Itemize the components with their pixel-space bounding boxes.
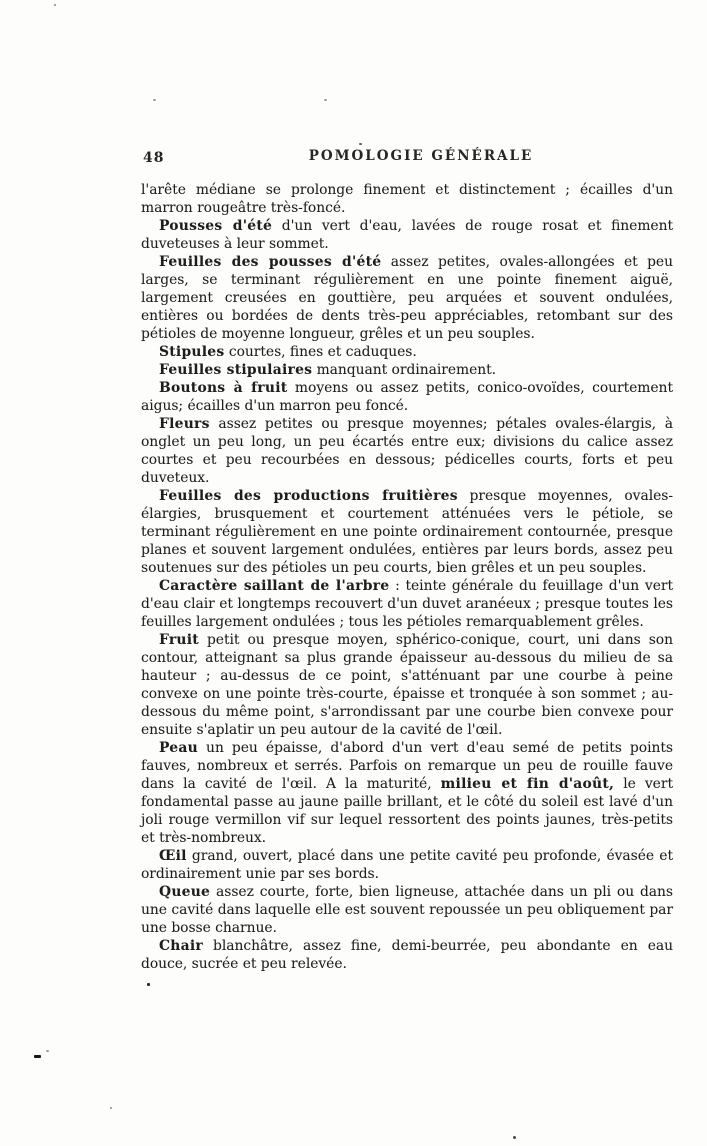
- running-title: POMOLOGIE GÉNÉRALE: [308, 148, 534, 164]
- paragraph-text: petit ou presque moyen, sphérico-conique, court, uni dans son contour, atteignant sa plus grande épaisseur au-dessous du milieu de sa hauteur ; au-dessus de ce point, s'atténuant par une courbe à peine convexe on une pointe très-courte, épaisse et tronquée à son sommet ; au-dessous du même point, s'arrondissant par une courbe bien convexe pour ensuite s'aplatir un peu autour de la cavité de l'œil.: [141, 632, 673, 738]
- paragraph-text: le vert fondamental passe au jaune paille brillant, et le côté du soleil est lavé d'un joli rouge vermillon vif sur lequel ressortent des points jaunes, très-petits et très-nombreux.: [141, 776, 673, 846]
- page-header: [141, 148, 673, 168]
- ink-speck: [147, 983, 150, 986]
- ink-speck: [153, 99, 156, 101]
- paragraph-heading: Boutons à fruit: [159, 380, 288, 396]
- paragraph-heading: Queue: [159, 884, 211, 900]
- paragraph-heading: Pousses d'été: [159, 218, 273, 234]
- paragraph-heading: Caractère saillant de l'arbre: [159, 578, 390, 594]
- text-block: [141, 181, 673, 973]
- paragraph-text: assez petites, ovales-allongées et peu larges, se terminant régulièrement en une pointe finement aiguë, largement creusées en gouttière, peu arquées et souvent ondulées, entières ou bordées de dents très-peu appréciables, retombant sur des pétioles de moyenne longueur, grêles et un peu souples.: [141, 254, 673, 342]
- paragraph-fleurs: [141, 415, 673, 487]
- ink-speck: [54, 4, 56, 6]
- paragraph-text: moyens ou assez petits, conico-ovoïdes, courtement aigus; écailles d'un marron peu foncé.: [141, 380, 673, 414]
- paragraph-heading: Œil: [159, 848, 187, 864]
- paragraph-stipules: [141, 343, 673, 361]
- paragraph-continuation: [141, 181, 673, 217]
- paragraph-feuilles-productions: [141, 487, 673, 577]
- ink-speck: [110, 1107, 112, 1109]
- paragraph-text: : teinte générale du feuillage d'un vert d'eau clair et longtemps recouvert d'un duvet aranéeux ; presque toutes les feuilles largement ondulées ; tous les pétioles remarquablement grêles.: [141, 578, 674, 630]
- paragraph-text: courtes, fines et caduques.: [224, 344, 417, 360]
- paragraph-peau: [141, 739, 673, 847]
- maturity-date-bold: milieu et fin d'août,: [440, 776, 615, 792]
- paragraph-text: presque moyennes, ovales-élargies, brusquement et courtement atténuées vers le pétiole, se terminant régulièrement en une pointe ordinairement contournée, presque planes et souvent largement ondulées, entières par leurs bords, assez peu soutenues sur des pétioles un peu courts, bien grêles et un peu souples.: [141, 488, 674, 576]
- paragraph-boutons-fruit: [141, 379, 673, 415]
- paragraph-text: blanchâtre, assez fine, demi-beurrée, peu abondante en eau douce, sucrée et peu relevée.: [141, 938, 673, 972]
- paragraph-feuilles-pousses: [141, 253, 673, 343]
- paragraph-text: un peu épaisse, d'abord d'un vert d'eau semé de petits points fauves, nombreux et serrés. Parfois on remarque un peu de rouille fauve dans la cavité de l'œil. A la maturité,: [141, 740, 673, 792]
- paragraph-heading: Stipules: [159, 344, 225, 360]
- paragraph-caractere-saillant: [141, 577, 673, 631]
- paragraph-pousses-ete: [141, 217, 673, 253]
- paragraph-chair: [141, 937, 673, 973]
- ink-speck: [324, 99, 327, 101]
- paragraph-heading: Feuilles stipulaires: [159, 362, 313, 378]
- paragraph-heading: Fruit: [159, 632, 199, 648]
- paragraph-fruit: [141, 631, 673, 739]
- ink-speck: [359, 143, 362, 145]
- ink-speck: [513, 1136, 516, 1139]
- paragraph-text: manquant ordinairement.: [312, 362, 497, 378]
- ink-speck: [34, 1055, 41, 1058]
- paragraph-text: l'arête médiane se prolonge finement et distinctement ; écailles d'un marron rougeâtre très-foncé.: [141, 182, 673, 216]
- paragraph-heading: Fleurs: [159, 416, 210, 432]
- paragraph-feuilles-stipulaires: [141, 361, 673, 379]
- paragraph-text: assez petites ou presque moyennes; pétales ovales-élargis, à onglet un peu long, un peu écartés entre eux; divisions du calice assez courtes et peu recourbées en dessous; pédicelles courts, forts et peu duveteux.: [141, 416, 673, 486]
- ink-speck: [46, 1050, 49, 1052]
- paragraph-oeil: [141, 847, 673, 883]
- paragraph-heading: Chair: [159, 938, 203, 954]
- paragraph-text: grand, ouvert, placé dans une petite cavité peu profonde, évasée et ordinairement unie par ses bords.: [141, 848, 673, 882]
- paragraph-heading: Feuilles des pousses d'été: [159, 254, 382, 270]
- paragraph-text: d'un vert d'eau, lavées de rouge rosat et finement duveteuses à leur sommet.: [141, 218, 673, 252]
- paragraph-heading: Peau: [159, 740, 198, 756]
- paragraph-text: assez courte, forte, bien ligneuse, attachée dans un pli ou dans une cavité dans laquelle elle est souvent repoussée un peu obliquement par une bosse charnue.: [141, 884, 673, 936]
- page-number: 48: [143, 150, 165, 166]
- paragraph-queue: [141, 883, 673, 937]
- paragraph-heading: Feuilles des productions fruitières: [159, 488, 458, 504]
